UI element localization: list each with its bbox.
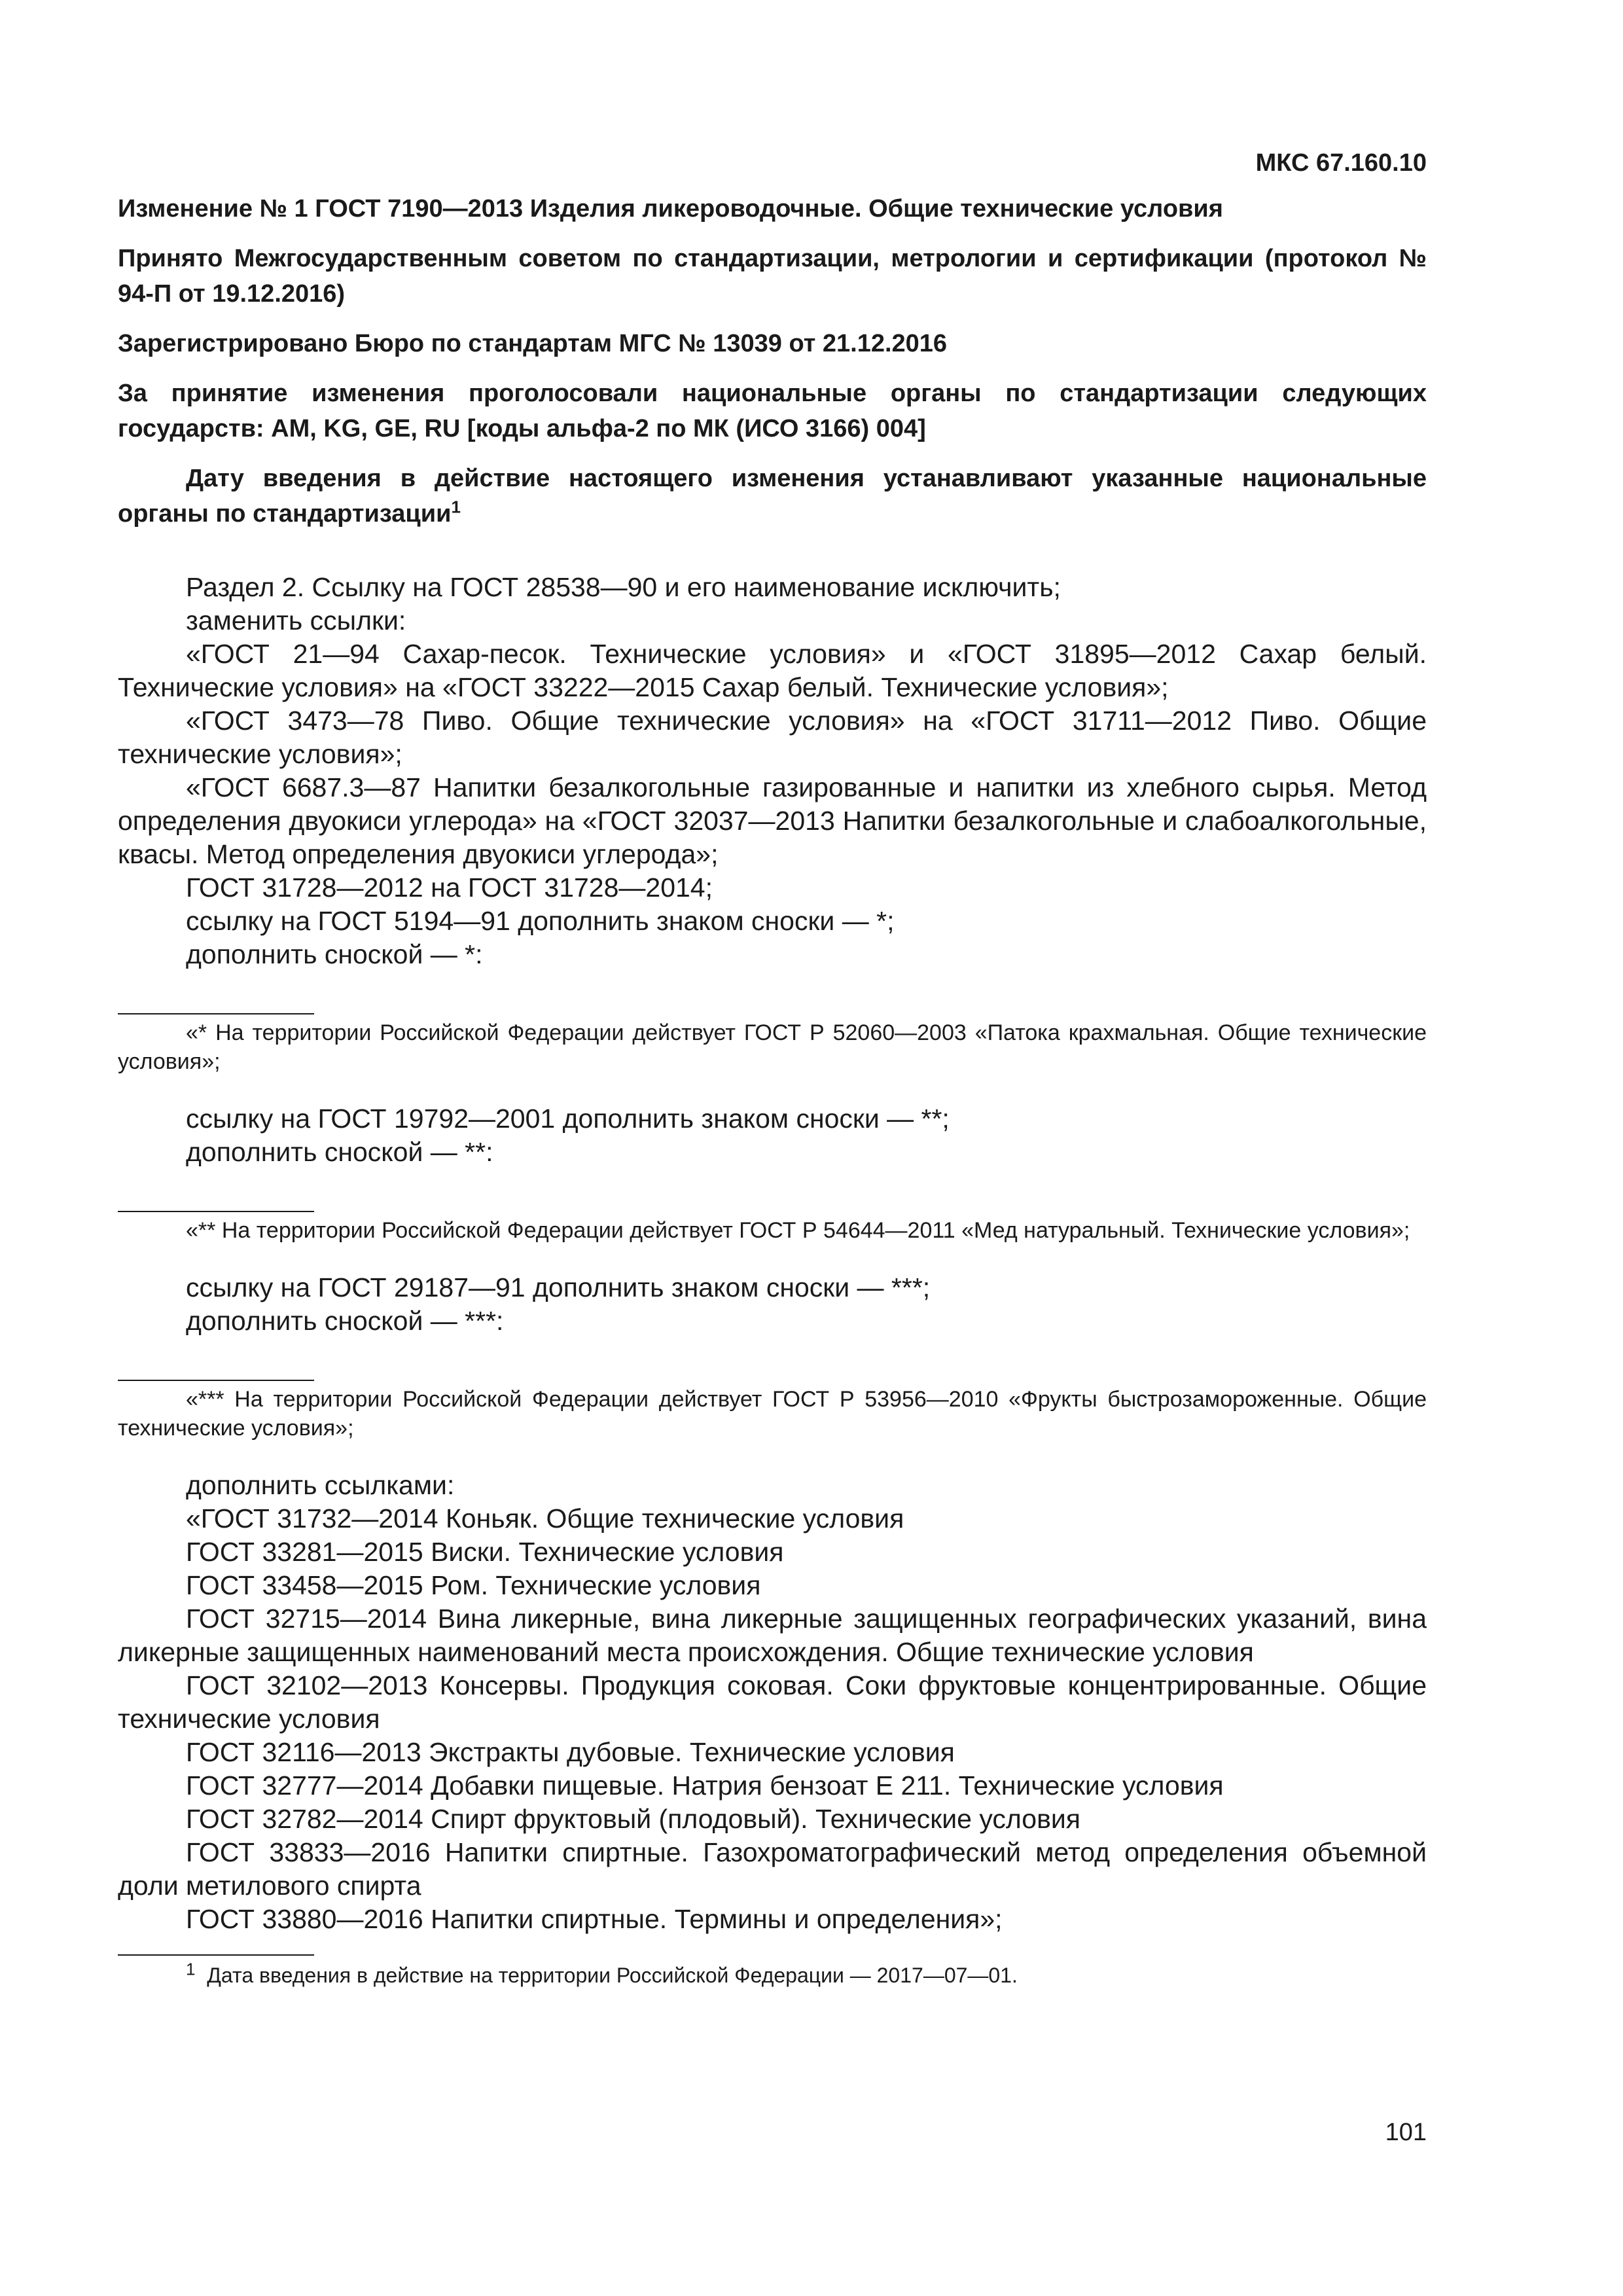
paragraph: ссылку на ГОСТ 19792—2001 дополнить знаком сноски — **; [186, 1103, 950, 1134]
change-title: Изменение № 1 ГОСТ 7190—2013 Изделия ликероводочные. Общие технические условия [118, 195, 1223, 223]
footnote-divider [118, 1013, 314, 1014]
footnote-text: «*** На территории Российской Федерации действует ГОСТ Р 53956—2010 «Фрукты быстрозамороженные. Общие технические условия»; [118, 1387, 1427, 1441]
inserted-footnote [118, 1385, 1427, 1443]
document-page [118, 145, 1427, 1988]
reference-item: ГОСТ 32715—2014 Вина ликерные, вина ликерные защищенных географических указаний, вина ликерные защищенных наименований места происхождения. Общие технические условия [118, 1604, 1427, 1667]
inserted-footnote [118, 1018, 1427, 1076]
paragraph: ссылку на ГОСТ 5194—91 дополнить знаком сноски — *; [186, 906, 895, 936]
change-body [118, 1102, 1427, 1169]
paragraph: Раздел 2. Ссылку на ГОСТ 28538—90 и его наименование исключить; [186, 572, 1061, 602]
footnote-number: 1 [186, 1959, 196, 1979]
footnote-text: Дата введения в действие на территории Российской Федерации — 2017—07—01. [207, 1964, 1018, 1987]
reference-list [118, 1469, 1427, 1936]
inserted-footnote [118, 1216, 1427, 1245]
reference-item: ГОСТ 33458—2015 Ром. Технические условия [186, 1570, 761, 1600]
paragraph: дополнить сноской — *: [186, 939, 483, 969]
page-footnote-divider [118, 1954, 314, 1956]
change-body [118, 1271, 1427, 1338]
change-body [118, 571, 1427, 971]
registered-note: Зарегистрировано Бюро по стандартам МГС № 13039 от 21.12.2016 [118, 330, 948, 357]
date-intro [118, 461, 1427, 531]
accepted-note: Принято Межгосударственным советом по стандартизации, метрологии и сертификации (протокол № 94-П от 19.12.2016) [118, 245, 1427, 308]
paragraph: дополнить сноской — **: [186, 1137, 493, 1167]
paragraph: дополнить ссылками: [186, 1470, 455, 1500]
footnote-divider [118, 1211, 314, 1212]
footnote-text: «* На территории Российской Федерации действует ГОСТ Р 52060—2003 «Патока крахмальная. Общие технические условия»; [118, 1020, 1427, 1074]
page-footnote [118, 1959, 1427, 1988]
voted-note: За принятие изменения проголосовали национальные органы по стандартизации следующих государств: AM, KG, GE, RU [коды альфа-2 по МК (ИСО 3166) 004] [118, 380, 1427, 442]
paragraph: дополнить сноской — ***: [186, 1306, 504, 1336]
paragraph: ссылку на ГОСТ 29187—91 дополнить знаком сноски — ***; [186, 1272, 931, 1302]
reference-item: «ГОСТ 31732—2014 Коньяк. Общие технические условия [186, 1503, 904, 1534]
paragraph: «ГОСТ 3473—78 Пиво. Общие технические условия» на «ГОСТ 31711—2012 Пиво. Общие технические условия»; [118, 706, 1427, 769]
reference-item: ГОСТ 32102—2013 Консервы. Продукция соковая. Соки фруктовые концентрированные. Общие технические условия [118, 1670, 1427, 1734]
paragraph: «ГОСТ 6687.3—87 Напитки безалкогольные газированные и напитки из хлебного сырья. Метод определения двуокиси углерода» на «ГОСТ 32037—2013 Напитки безалкогольные и слабоалкогольные, квасы. Метод определения двуокиси углерода»; [118, 772, 1427, 869]
paragraph: ГОСТ 31728—2012 на ГОСТ 31728—2014; [186, 872, 713, 903]
reference-item: ГОСТ 33833—2016 Напитки спиртные. Газохроматографический метод определения объемной доли метилового спирта [118, 1837, 1427, 1901]
footnote-text: «** На территории Российской Федерации действует ГОСТ Р 54644—2011 «Мед натуральный. Технические условия»; [186, 1218, 1410, 1243]
reference-item: ГОСТ 32782—2014 Спирт фруктовый (плодовый). Технические условия [186, 1804, 1080, 1834]
reference-item: ГОСТ 32777—2014 Добавки пищевые. Натрия бензоат Е 211. Технические условия [186, 1770, 1224, 1801]
reference-item: ГОСТ 33880—2016 Напитки спиртные. Термины и определения»; [186, 1904, 1003, 1934]
footnote-mark: 1 [451, 497, 461, 517]
page-number: 101 [1385, 2119, 1427, 2146]
paragraph: «ГОСТ 21—94 Сахар-песок. Технические условия» и «ГОСТ 31895—2012 Сахар белый. Технические условия» на «ГОСТ 33222—2015 Сахар белый. Технические условия»; [118, 639, 1427, 702]
paragraph: заменить ссылки: [186, 605, 406, 636]
reference-item: ГОСТ 33281—2015 Виски. Технические условия [186, 1537, 784, 1567]
date-intro-text: Дату введения в действие настоящего изменения устанавливают указанные национальные органы по стандартизации [118, 465, 1427, 528]
mks-code: МКС 67.160.10 [1255, 149, 1427, 177]
reference-item: ГОСТ 32116—2013 Экстракты дубовые. Технические условия [186, 1737, 955, 1767]
footnote-divider [118, 1380, 314, 1381]
